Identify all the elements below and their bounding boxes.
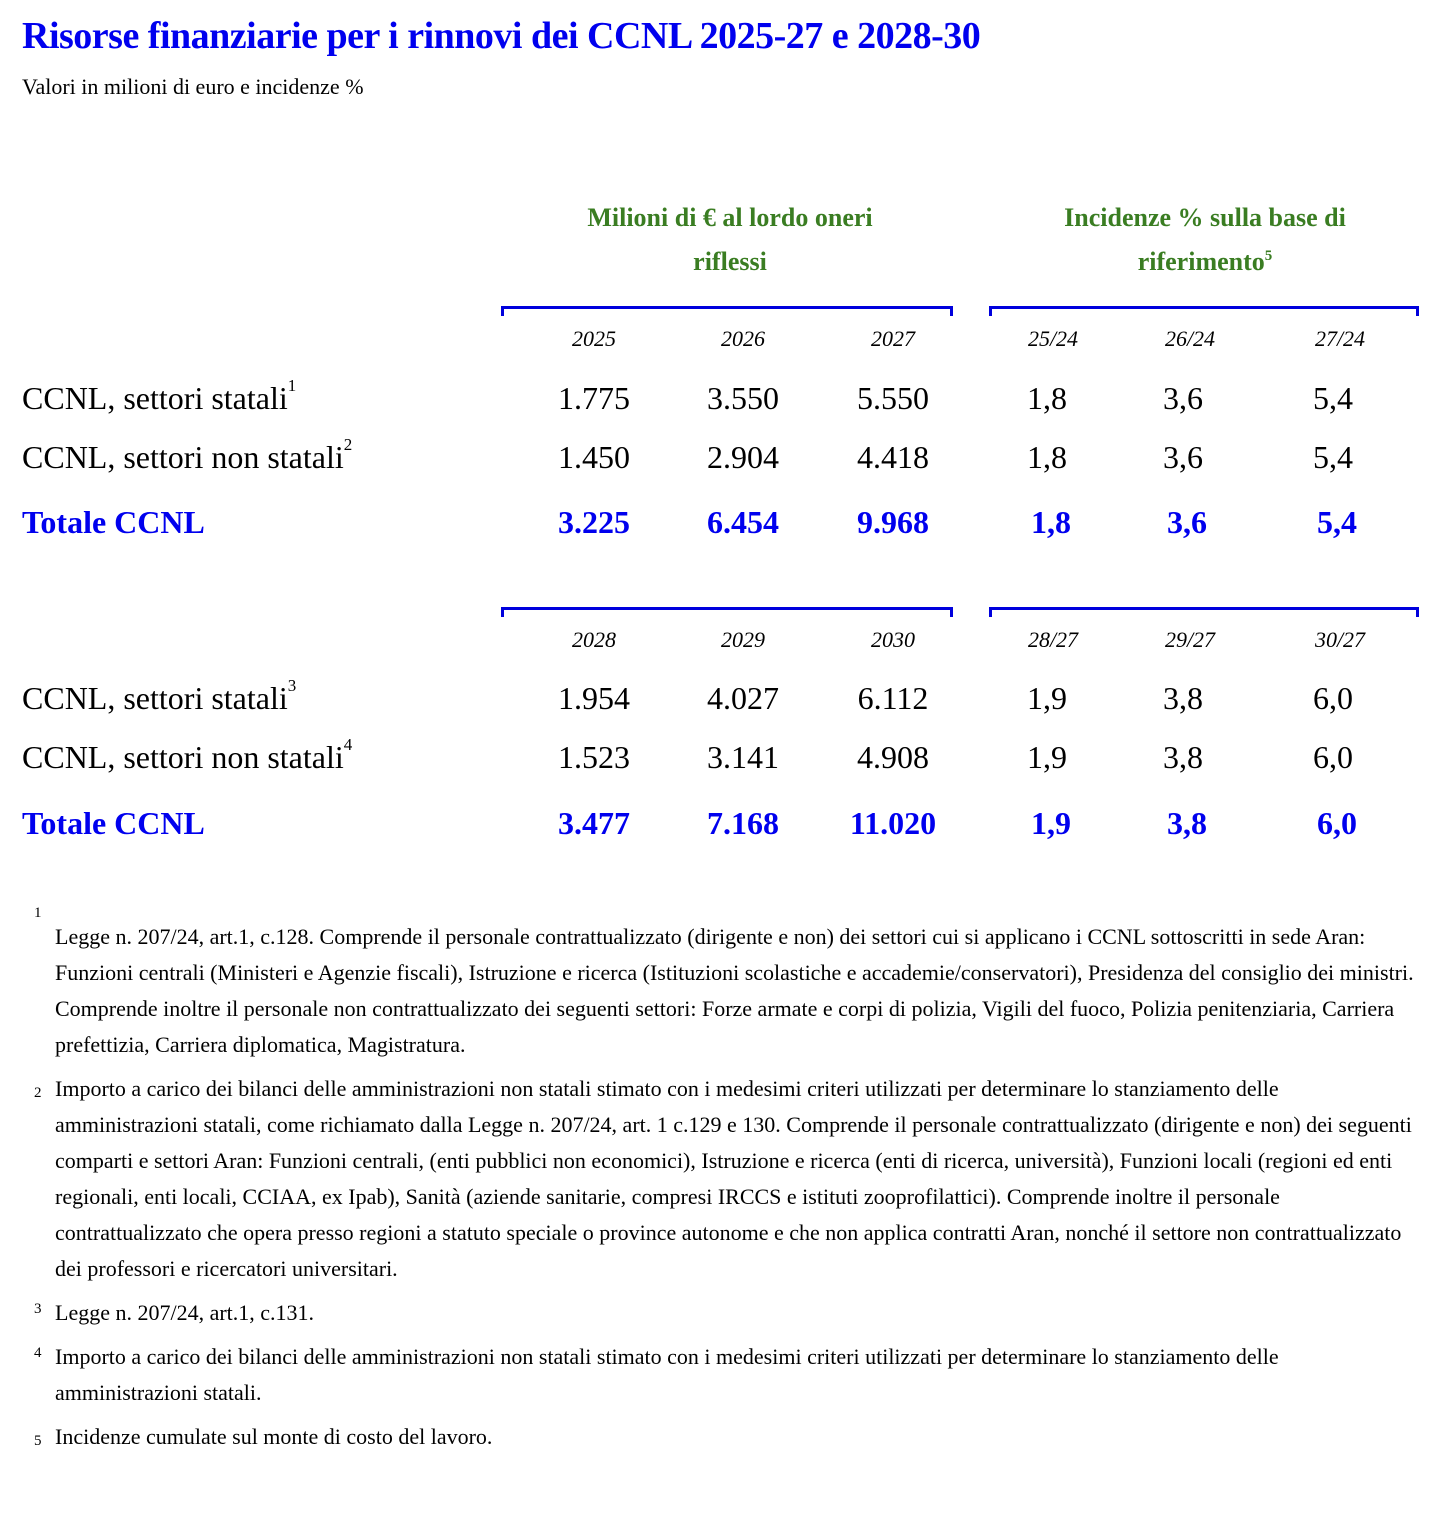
footnote-text: Importo a carico dei bilanci delle amministrazioni non statali stimato con i medesimi criteri utilizzati per determinare lo stanziamento delle amministrazioni statali. xyxy=(55,1344,1279,1405)
row-label-text: CCNL, settori non statali xyxy=(22,739,344,775)
footnote-number: 4 xyxy=(34,1345,42,1361)
value-cell: 5.550 xyxy=(857,380,929,416)
footnote-text: Legge n. 207/24, art.1, c.128. Comprende il personale contrattualizzato (dirigente e non) dei settori cui si applicano i CCNL sottoscritti in sede Aran: Funzioni centrali (Ministeri e Agenzie fiscali), Istruzione e ricerca (Istituzioni scolastiche e accademie/conservatori), Presidenza del consiglio dei ministri. Comprende inoltre il personale non contrattualizzato dei seguenti settori: Forze armate e corpi di polizia, Vigili del fuoco, Polizia penitenziaria, Carriera prefettizia, Carriera diplomatica, Magistratura. xyxy=(55,924,1414,1057)
total-cell: 6,0 xyxy=(1317,805,1357,841)
column-header: 2027 xyxy=(871,326,915,351)
incidence-bracket xyxy=(989,306,1419,316)
total-cell: 3,8 xyxy=(1167,805,1207,841)
total-cell: 3,6 xyxy=(1167,504,1207,540)
total-cell: 7.168 xyxy=(707,805,779,841)
value-cell: 1,9 xyxy=(1027,739,1067,775)
footnote-number: 3 xyxy=(34,1301,42,1317)
column-header: 30/27 xyxy=(1314,627,1366,652)
total-cell: 5,4 xyxy=(1317,504,1357,540)
amounts-bracket xyxy=(501,306,953,316)
value-cell: 4.418 xyxy=(857,439,929,475)
column-header: 2029 xyxy=(721,627,765,652)
footnotes xyxy=(0,905,1440,1463)
row-label xyxy=(22,735,353,776)
value-cell: 1.775 xyxy=(558,380,630,416)
total-cell: 6.454 xyxy=(707,504,779,540)
group-header-amounts-text: Milioni di € al lordo oneri riflessi xyxy=(587,203,873,276)
page-subtitle: Valori in milioni di euro e incidenze % xyxy=(22,74,364,99)
incidence-bracket xyxy=(989,607,1419,617)
row-label xyxy=(22,435,353,476)
row-label xyxy=(22,376,297,417)
value-cell: 1.523 xyxy=(558,739,630,775)
value-cell: 6,0 xyxy=(1313,739,1353,775)
footnote-number: 2 xyxy=(34,1085,42,1101)
value-cell: 1.954 xyxy=(558,680,630,716)
group-header-incidence-text: Incidenze % sulla base di riferimento xyxy=(1064,203,1346,276)
footnote-text: Legge n. 207/24, art.1, c.131. xyxy=(55,1300,315,1325)
footnote-ref: 2 xyxy=(343,435,353,454)
footnote xyxy=(0,1419,1440,1455)
group-header-incidence xyxy=(1010,196,1400,284)
footnote-number: 5 xyxy=(34,1433,42,1449)
value-cell: 1,8 xyxy=(1027,380,1067,416)
footnote-ref: 1 xyxy=(287,376,297,395)
value-cell: 4.908 xyxy=(857,739,929,775)
group-header-amounts xyxy=(560,196,900,284)
column-header: 29/27 xyxy=(1164,627,1216,652)
column-header: 2025 xyxy=(572,326,616,351)
value-cell: 4.027 xyxy=(707,680,779,716)
total-cell: 1,9 xyxy=(1031,805,1071,841)
footnote xyxy=(0,1295,1440,1331)
total-row-label: Totale CCNL xyxy=(22,805,205,841)
page-title: Risorse finanziarie per i rinnovi dei CCNL 2025-27 e 2028-30 xyxy=(22,15,981,57)
value-cell: 3,6 xyxy=(1163,439,1203,475)
footnote-ref: 4 xyxy=(343,735,353,754)
footnote-ref: 3 xyxy=(287,676,297,695)
value-cell: 1,9 xyxy=(1027,680,1067,716)
footnote-text: Importo a carico dei bilanci delle amministrazioni non statali stimato con i medesimi criteri utilizzati per determinare lo stanziamento delle amministrazioni statali, come richiamato dalla Legge n. 207/24, art. 1 c.129 e 130. Comprende il personale contrattualizzato (dirigente e non) dei seguenti comparti e settori Aran: Funzioni centrali, (enti pubblici non economici), Istruzione e ricerca (enti di ricerca, università), Funzioni locali (regioni ed enti regionali, enti locali, CCIAA, ex Ipab), Sanità (aziende sanitarie, compresi IRCCS e istituti zooprofilattici). Comprende inoltre il personale contrattualizzato che opera presso regioni a statuto speciale o province autonome e che non applica contratti Aran, nonché il settore non contrattualizzato dei professori e ricercatori universitari. xyxy=(55,1076,1412,1281)
total-cell: 1,8 xyxy=(1031,504,1071,540)
value-cell: 3.550 xyxy=(707,380,779,416)
column-header: 2030 xyxy=(871,627,915,652)
column-header: 26/24 xyxy=(1164,326,1216,351)
value-cell: 3.141 xyxy=(707,739,779,775)
value-cell: 3,8 xyxy=(1163,739,1203,775)
column-header: 28/27 xyxy=(1027,627,1079,652)
value-cell: 3,6 xyxy=(1163,380,1203,416)
footnote xyxy=(0,1071,1440,1287)
value-cell: 3,8 xyxy=(1163,680,1203,716)
footnote-text: Incidenze cumulate sul monte di costo del lavoro. xyxy=(55,1424,493,1449)
value-cell: 6.112 xyxy=(857,680,929,716)
footnote xyxy=(0,905,1440,1063)
row-label-text: CCNL, settori non statali xyxy=(22,439,344,475)
row-label-text: CCNL, settori statali xyxy=(22,680,288,716)
column-header: 27/24 xyxy=(1314,326,1366,351)
total-cell: 3.225 xyxy=(558,504,630,540)
value-cell: 6,0 xyxy=(1313,680,1353,716)
footnote-ref: 5 xyxy=(1264,248,1273,264)
footnote xyxy=(0,1339,1440,1411)
value-cell: 5,4 xyxy=(1313,439,1353,475)
value-cell: 1.450 xyxy=(558,439,630,475)
row-label-text: CCNL, settori statali xyxy=(22,380,288,416)
amounts-bracket xyxy=(501,607,953,617)
total-row-label: Totale CCNL xyxy=(22,504,205,540)
column-header: 2028 xyxy=(572,627,616,652)
footnote-number: 1 xyxy=(34,905,42,921)
column-header: 25/24 xyxy=(1027,326,1079,351)
total-cell: 3.477 xyxy=(558,805,630,841)
total-cell: 11.020 xyxy=(849,805,937,841)
value-cell: 1,8 xyxy=(1027,439,1067,475)
column-header: 2026 xyxy=(721,326,765,351)
value-cell: 2.904 xyxy=(707,439,779,475)
total-cell: 9.968 xyxy=(857,504,929,540)
value-cell: 5,4 xyxy=(1313,380,1353,416)
row-label xyxy=(22,676,297,717)
